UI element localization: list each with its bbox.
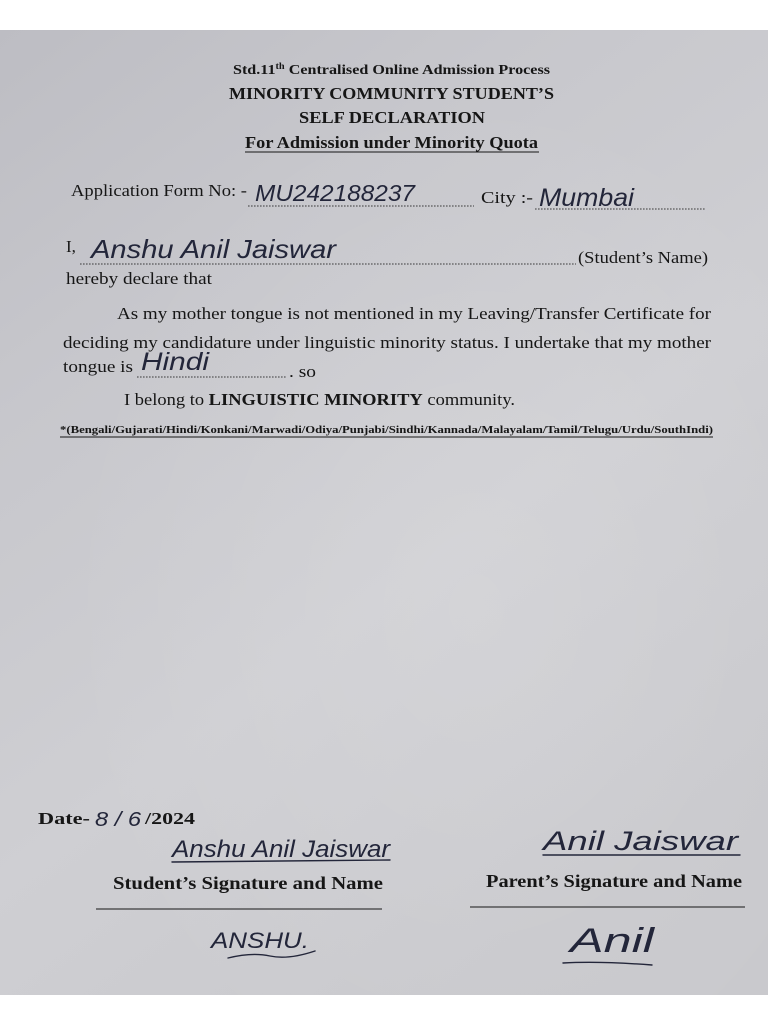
- student-signature: ANSHU.: [208, 928, 309, 953]
- date-label: Date-: [38, 809, 91, 828]
- minority-statement-suffix: community.: [422, 390, 508, 409]
- application-form-label: Application Form No: -: [71, 181, 248, 200]
- declaration-line-2: deciding my candidature under linguistic minority status. I undertake that my mother: [63, 333, 712, 352]
- student-name-value: Anshu Anil Jaiswar: [88, 234, 338, 264]
- city-label: City :-: [481, 188, 534, 207]
- tongue-label: tongue is: [63, 357, 133, 376]
- header-quota: For Admission under Minority Quota: [245, 133, 539, 152]
- languages-note: *(Bengali/Gujarati/Hindi/Konkani/Marwadi/Odiya/Punjabi/Sindhi/Kannada/Malayalam/Tamil/Telugu/Urdu/SouthIndi): [60, 425, 713, 436]
- student-signature-label: Student’s Signature and Name: [113, 873, 384, 893]
- header-std-superscript: th: [275, 61, 284, 71]
- date-year: /2024: [143, 809, 196, 828]
- declarant-prefix: I,: [66, 237, 76, 256]
- tongue-suffix: . so: [289, 362, 316, 381]
- student-name-hint: (Student’s Name): [578, 248, 708, 267]
- city-value: Mumbai: [539, 184, 636, 212]
- parent-written-name: Anil Jaiswar: [540, 826, 740, 856]
- mother-tongue-value: Hindi: [141, 348, 211, 376]
- header-std-text: Std.11: [233, 63, 270, 78]
- date-day-month: 8 / 6: [95, 809, 143, 831]
- parent-signature-label: Parent’s Signature and Name: [486, 871, 743, 891]
- header-title: MINORITY COMMUNITY STUDENT’S: [229, 84, 554, 103]
- parent-signature: Anil: [567, 922, 657, 960]
- header-subtitle: SELF DECLARATION: [299, 108, 486, 127]
- header-process-text: Centralised Online Admission Process: [284, 63, 516, 78]
- declare-text: hereby declare that: [66, 269, 213, 288]
- application-form-value: MU242188237: [255, 180, 417, 206]
- declaration-line-1: As my mother tongue is not mentioned in my Leaving/Transfer Certificate for: [117, 304, 712, 323]
- minority-statement-prefix: I belong to: [124, 390, 202, 409]
- minority-type: LINGUISTIC MINORITY: [208, 390, 406, 409]
- student-written-name: Anshu Anil Jaiswar: [169, 836, 392, 863]
- minority-statement: [124, 390, 515, 409]
